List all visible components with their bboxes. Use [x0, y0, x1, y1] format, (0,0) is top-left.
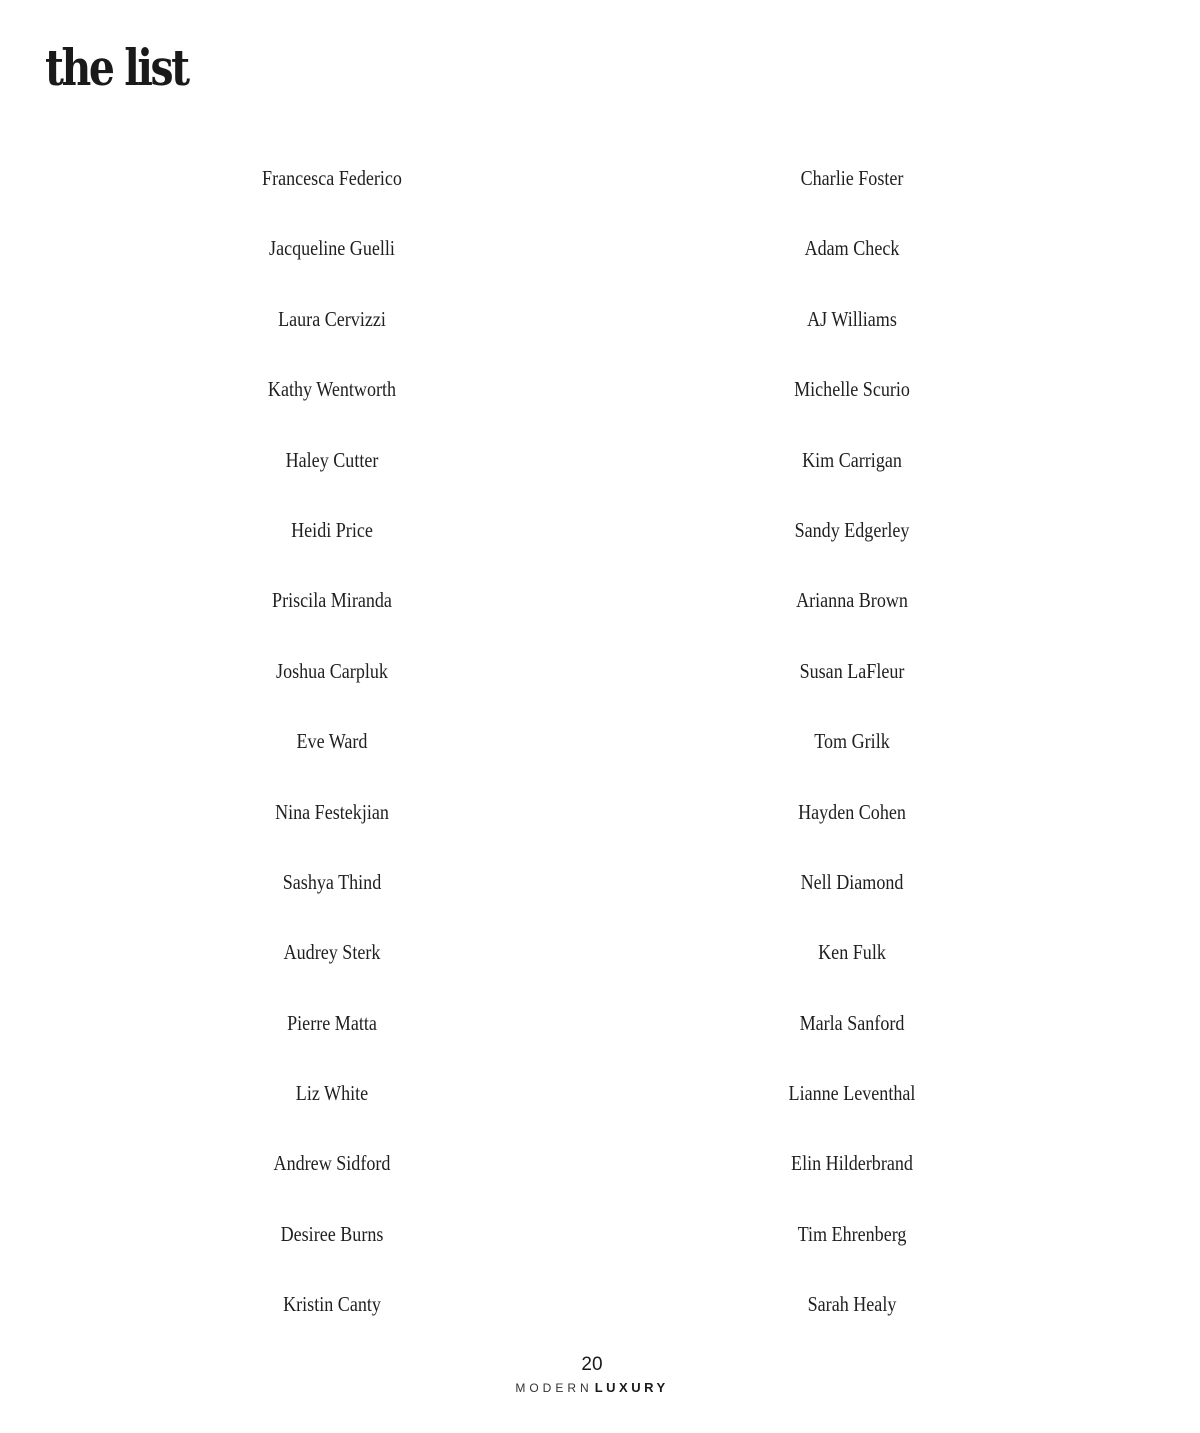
list-item: Lianne Leventhal	[788, 1081, 916, 1106]
list-item: Nell Diamond	[800, 869, 904, 894]
list-item: Elin Hilderbrand	[791, 1151, 913, 1176]
name-column-left	[132, 160, 532, 1357]
list-item: Sarah Healy	[807, 1292, 897, 1317]
list-item: Kim Carrigan	[802, 447, 902, 472]
list-item: Eve Ward	[296, 729, 368, 754]
list-item: Priscila Miranda	[272, 588, 392, 613]
page-title: the list	[45, 38, 188, 97]
list-item: Arianna Brown	[796, 588, 908, 613]
list-item: Audrey Sterk	[283, 940, 381, 965]
list-item: Andrew Sidford	[273, 1151, 391, 1176]
page-footer	[0, 1352, 1200, 1397]
list-item: Laura Cervizzi	[278, 306, 386, 331]
list-item: Haley Cutter	[285, 447, 379, 472]
list-item: Tom Grilk	[814, 729, 890, 754]
list-item: Sashya Thind	[282, 869, 382, 894]
brand-logo	[515, 1380, 668, 1395]
name-column-right	[652, 160, 1052, 1357]
list-item: Kathy Wentworth	[267, 377, 397, 402]
list-item: Joshua Carpluk	[276, 658, 388, 683]
list-item: Heidi Price	[291, 517, 373, 542]
list-item: Kristin Canty	[283, 1292, 381, 1317]
list-item: Francesca Federico	[262, 166, 402, 190]
list-item: Liz White	[295, 1081, 369, 1106]
list-item: Jacqueline Guelli	[269, 236, 395, 261]
list-item: AJ Williams	[807, 306, 897, 331]
list-item: Adam Check	[804, 236, 900, 261]
page-number: 20	[581, 1354, 603, 1375]
list-item: Susan LaFleur	[799, 658, 905, 683]
brand-logo-light: MODERN	[515, 1381, 593, 1395]
list-item: Sandy Edgerley	[794, 517, 910, 542]
list-item: Marla Sanford	[799, 1010, 905, 1035]
list-item: Pierre Matta	[287, 1010, 377, 1035]
list-item: Nina Festekjian	[275, 799, 389, 824]
list-item: Tim Ehrenberg	[797, 1221, 907, 1246]
brand-logo-bold: LUXURY	[594, 1380, 669, 1395]
list-item: Hayden Cohen	[798, 799, 906, 824]
list-item: Michelle Scurio	[794, 377, 910, 402]
list-item: Ken Fulk	[818, 940, 886, 965]
list-item: Desiree Burns	[280, 1221, 384, 1246]
list-item: Charlie Foster	[800, 166, 904, 190]
